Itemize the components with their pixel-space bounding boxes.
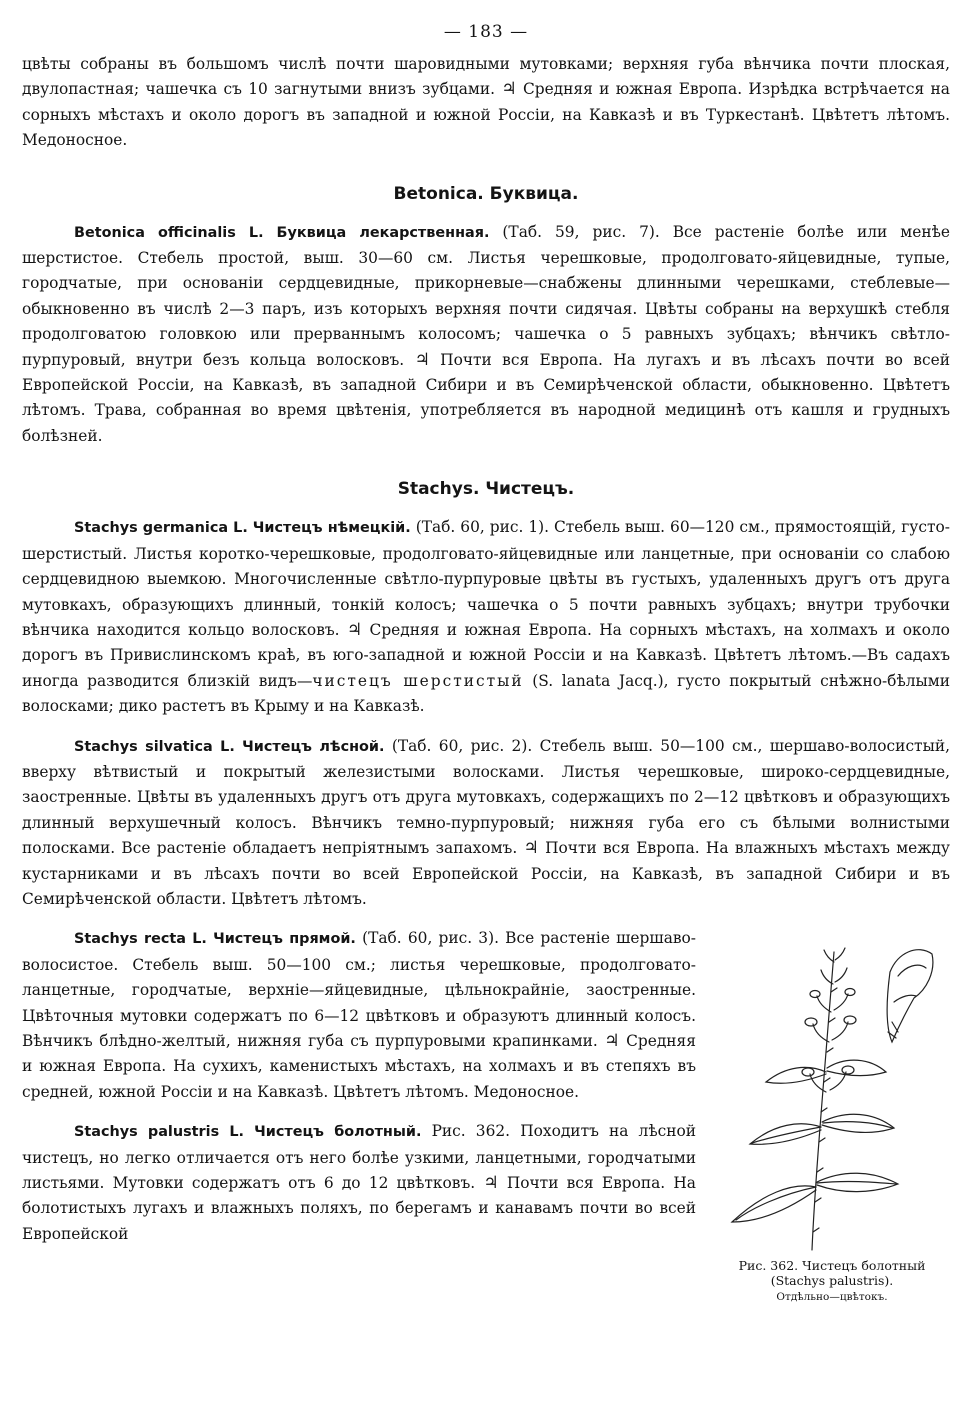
page [22, 22, 950, 1308]
entry-text-2: Почти вся Европа. На лугахъ и въ лѣсахъ почти во всей Европейской Россіи, на Кавказѣ, въ западной Сибири и въ Семирѣченской области, обыкновенно. Цвѣтетъ лѣтомъ. Трава, собранная во время цвѣтенія, употребляется въ народной медицинѣ отъ кашля и грудныхъ болѣзней. [22, 350, 950, 445]
entry-text-3: густо покрытый снѣжно-бѣлыми волосками; дико растетъ въ Крыму и на Кавказѣ. [22, 671, 950, 716]
species-russian-name: Чистецъ нѣмецкій. [252, 520, 411, 537]
entry-text-2: Почти вся Европа. На болотистыхъ лугахъ и влажныхъ поляхъ, по берегамъ и канавамъ почти во всей Европейской [22, 1174, 696, 1243]
species-russian-name: Чистецъ лѣсной. [242, 738, 385, 755]
stachys-palustris-illustration [722, 932, 942, 1252]
perennial-symbol: ♃ [501, 79, 517, 100]
entry-stachys-germanica [22, 515, 950, 719]
species-russian-name: Чистецъ прямой. [213, 931, 356, 948]
species-latin-name: Stachys palustris L. [74, 1124, 245, 1141]
perennial-symbol: ♃ [346, 619, 363, 640]
perennial-symbol: ♃ [604, 1031, 620, 1051]
entry-text-1: (Таб. 59, рис. 7). Все растеніе болѣе или менѣе шерстистое. Стебель простой, выш. 30—60 см. Листья черешковые, продолговато-яйцевидные, тупые, городчатые, при основаніи сердцевидные, прикорневые—снабжены длинными черешками, стеблевые—обыкновенно въ числѣ 2—3 паръ, изъ которыхъ верхняя почти сидячая. Цвѣты собраны на верхушкѣ стебля продолговатою головкою или прерваннымъ колосомъ; чашечка о 5 равныхъ зубцахъ; вѣнчикъ свѣтло-пурпуровый, внутри безъ кольца волосковъ. [22, 222, 950, 369]
genus-heading-betonica: Betonica. Буквица. [393, 183, 579, 204]
species-latin-name: Stachys recta L. [74, 931, 207, 948]
perennial-symbol: ♃ [523, 838, 539, 859]
figure-caption [714, 1258, 950, 1288]
species-latin-name: Stachys silvatica L. [74, 738, 235, 755]
latin-synonym: (S. lanata Jacq.), [532, 671, 669, 690]
spaced-species-name: чистецъ шерстистый [312, 671, 524, 690]
entry-text-1: (Таб. 60, рис. 1). Стебель выш. 60—120 см., прямостоящій, густо-шерстистый. Листья коротко-черешковые, продолговато-яйцевидные или ланцетные, при основаніи со слабою сердцевидною выемкою. Многочисленные свѣтло-пурпуровые цвѣты въ густыхъ, удаленныхъ другъ отъ друга мутовкахъ, образующихъ длинный, тонкій колосъ; чашечка о 5 почти равныхъ зубцахъ; внутри трубочки вѣнчика находится кольцо волосковъ. [22, 518, 950, 639]
intro-text-2: Средняя и южная Европа. Изрѣдка встрѣчается на сорныхъ мѣстахъ и около дорогъ въ западной и южной Россіи, на Кавказѣ и въ Туркестанѣ. Цвѣтетъ лѣтомъ. Медоносное. [22, 80, 950, 150]
figure-stachys-palustris [714, 932, 950, 1304]
figure-caption-line-2: (Stachys palustris). [770, 1273, 894, 1289]
species-latin-name: Stachys germanica L. [74, 520, 248, 537]
entry-text-2: Средняя и южная Европа. На сухихъ, каменистыхъ мѣстахъ, на холмахъ и въ степяхъ въ средней, южной Россіи и на Кавказѣ. Цвѣтетъ лѣтомъ. Медоносное. [22, 1032, 696, 1101]
figure-caption-line-1: Рис. 362. Чистецъ болотный [738, 1258, 926, 1274]
entry-text-1: Рис. 362. Походитъ на лѣсной чистецъ, но легко отличается отъ него болѣе узкими, ланцетными, городчатыми листьями. Мутовки содержатъ отъ 6 до 12 цвѣтковъ. [22, 1122, 697, 1193]
entry-betonica-officinalis [22, 220, 950, 450]
intro-text-1: цвѣты собраны въ большомъ числѣ почти шаровидными мутовками; верхняя губа вѣнчика почти плоская, двулопастная; чашечка съ 10 загнутыми внизъ зубцами. [22, 55, 950, 99]
page-number: — 183 — [443, 22, 529, 42]
intro-paragraph [22, 52, 950, 154]
entry-stachys-silvatica-lead [22, 734, 950, 913]
perennial-symbol: ♃ [483, 1173, 499, 1194]
perennial-symbol: ♃ [414, 349, 430, 370]
species-latin-name: Betonica officinalis L. [74, 224, 264, 241]
figure-caption-line-3: Отдѣльно—цвѣтокъ. [776, 1291, 888, 1304]
entry-text-2: Средняя и южная Европа. На сорныхъ мѣстахъ, на холмахъ и около дорогъ въ Привислинскомъ краѣ, въ юго-западной и южной Россіи и на Кавказѣ. Цвѣтетъ лѣтомъ.—Въ садахъ иногда разводится близкій видъ— [22, 620, 950, 690]
species-russian-name: Буквица лекарственная. [276, 224, 490, 241]
entry-text-2: Почти вся Европа. На влажныхъ мѣстахъ между кустарниками и въ лѣсахъ почти во всей Европейской Россіи, на Кавказѣ, въ западной Сибири и въ Семирѣченской области. Цвѣтетъ лѣтомъ. [22, 839, 950, 908]
species-russian-name: Чистецъ болотный. [254, 1124, 422, 1141]
entry-text-1: (Таб. 60, рис. 3). Все растеніе шершаво-волосистое. Стебель выш. 50—100 см.; листья черешковые, продолговато-ланцетные, городчатые, верхніе—яйцевидные, цѣльнокрайніе, заостренные. Цвѣточныя мутовки содержатъ по 6—12 цвѣтковъ и образуютъ длинный колосъ. Вѣнчикъ блѣдно-желтый, нижняя губа съ пурпуровыми крапинками. [22, 929, 696, 1050]
entry-text-1: (Таб. 60, рис. 2). Стебель выш. 50—100 см., шершаво-волосистый, вверху вѣтвистый и покрытый железистыми волосками. Листья черешковые, широко-сердцевидные, заостренные. Цвѣты въ удаленныхъ другъ отъ друга мутовкахъ, содержащихъ по 2—12 цвѣтковъ и образующихъ длинный верхушечный колосъ. Вѣнчикъ темно-пурпуровый; нижняя губа его съ бѣлыми волнистыми полосками. Все растеніе обладаетъ непріятнымъ запахомъ. [22, 736, 950, 858]
genus-heading-stachys: Stachys. Чистецъ. [397, 479, 575, 500]
